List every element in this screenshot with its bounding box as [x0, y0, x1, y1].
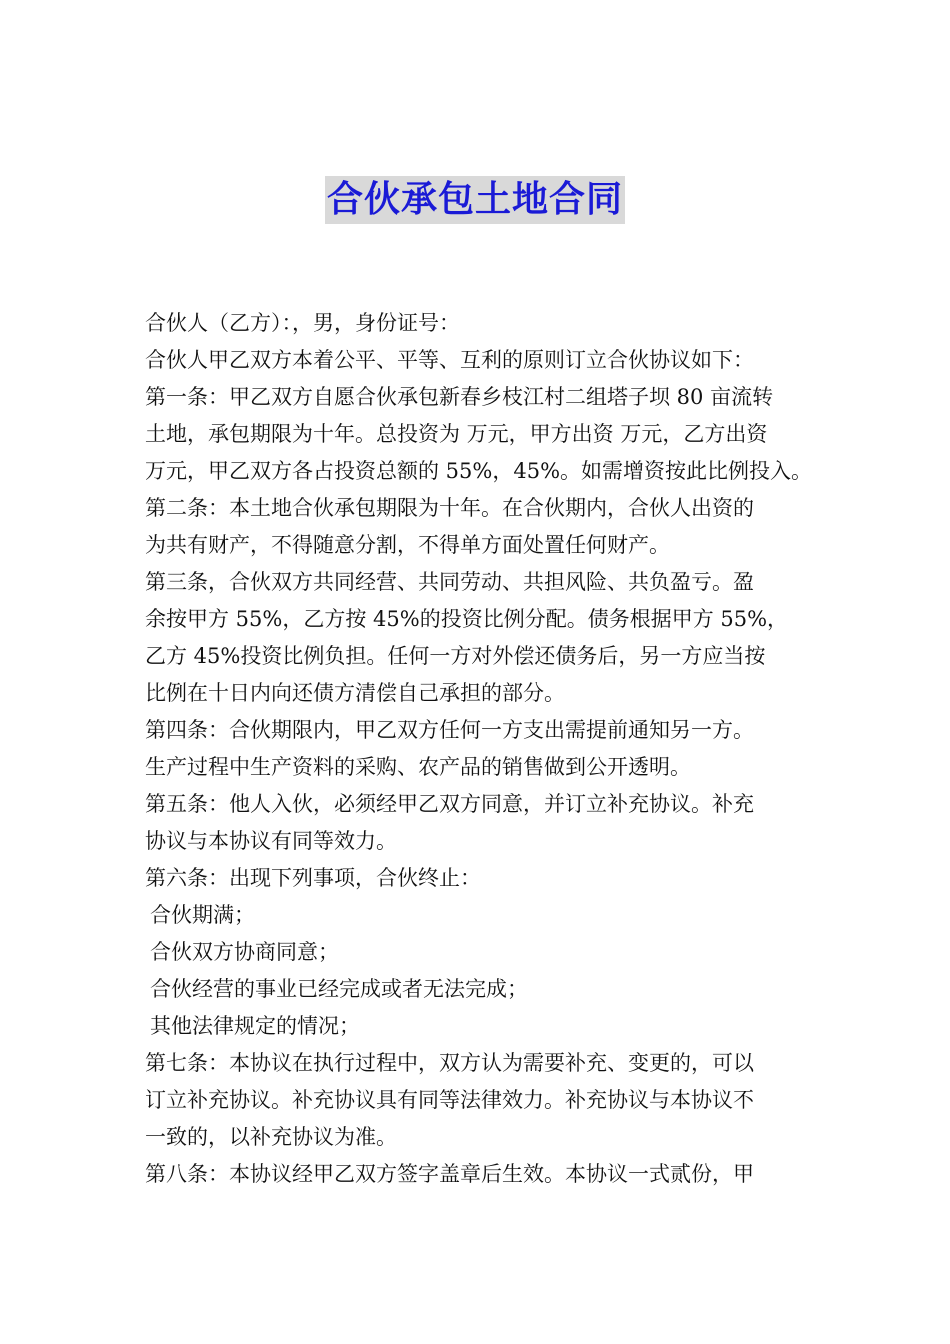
document-body [145, 305, 825, 1193]
list-item: 合伙双方协商同意； [150, 940, 339, 964]
article-5-line: 第五条：他人入伙，必须经甲乙双方同意，并订立补充协议。补充 [145, 792, 754, 816]
article-6-line: 第六条：出现下列事项，合伙终止： [145, 866, 481, 890]
article-1-line: 万元，甲乙双方各占投资总额的 55%，45%。如需增资按此比例投入。 [145, 459, 813, 483]
article-1-line: 土地，承包期限为十年。总投资为 万元，甲方出资 万元，乙方出资 [145, 422, 768, 446]
article-1-line: 第一条：甲乙双方自愿合伙承包新春乡枝江村二组塔子坝 80 亩流转 [145, 385, 774, 409]
article-5-line: 协议与本协议有同等效力。 [145, 829, 397, 853]
article-3-line: 余按甲方 55%，乙方按 45%的投资比例分配。债务根据甲方 55%， [145, 607, 789, 631]
article-4-line: 第四条：合伙期限内，甲乙双方任何一方支出需提前通知另一方。 [145, 718, 754, 742]
list-item: 其他法律规定的情况； [150, 1014, 360, 1038]
article-2-line: 第二条：本土地合伙承包期限为十年。在合伙期内，合伙人出资的 [145, 496, 754, 520]
article-4-line: 生产过程中生产资料的采购、农产品的销售做到公开透明。 [145, 755, 691, 779]
body-line: 合伙人（乙方）：，男，身份证号： [145, 311, 460, 335]
title-container [0, 176, 950, 224]
list-item: 合伙期满； [150, 903, 255, 927]
article-3-line: 第三条，合伙双方共同经营、共同劳动、共担风险、共负盈亏。盈 [145, 570, 754, 594]
body-line: 合伙人甲乙双方本着公平、平等、互利的原则订立合伙协议如下： [145, 348, 754, 372]
article-7-line: 第七条：本协议在执行过程中，双方认为需要补充、变更的，可以 [145, 1051, 754, 1075]
document-title: 合伙承包土地合同 [325, 176, 625, 224]
article-2-line: 为共有财产，不得随意分割，不得单方面处置任何财产。 [145, 533, 670, 557]
list-item: 合伙经营的事业已经完成或者无法完成； [150, 977, 528, 1001]
article-3-line: 乙方 45%投资比例负担。任何一方对外偿还债务后，另一方应当按 [145, 644, 766, 668]
article-3-line: 比例在十日内向还债方清偿自己承担的部分。 [145, 681, 565, 705]
article-8-line: 第八条：本协议经甲乙双方签字盖章后生效。本协议一式贰份，甲 [145, 1162, 754, 1186]
article-7-line: 订立补充协议。补充协议具有同等法律效力。补充协议与本协议不 [145, 1088, 754, 1112]
article-7-line: 一致的，以补充协议为准。 [145, 1125, 397, 1149]
